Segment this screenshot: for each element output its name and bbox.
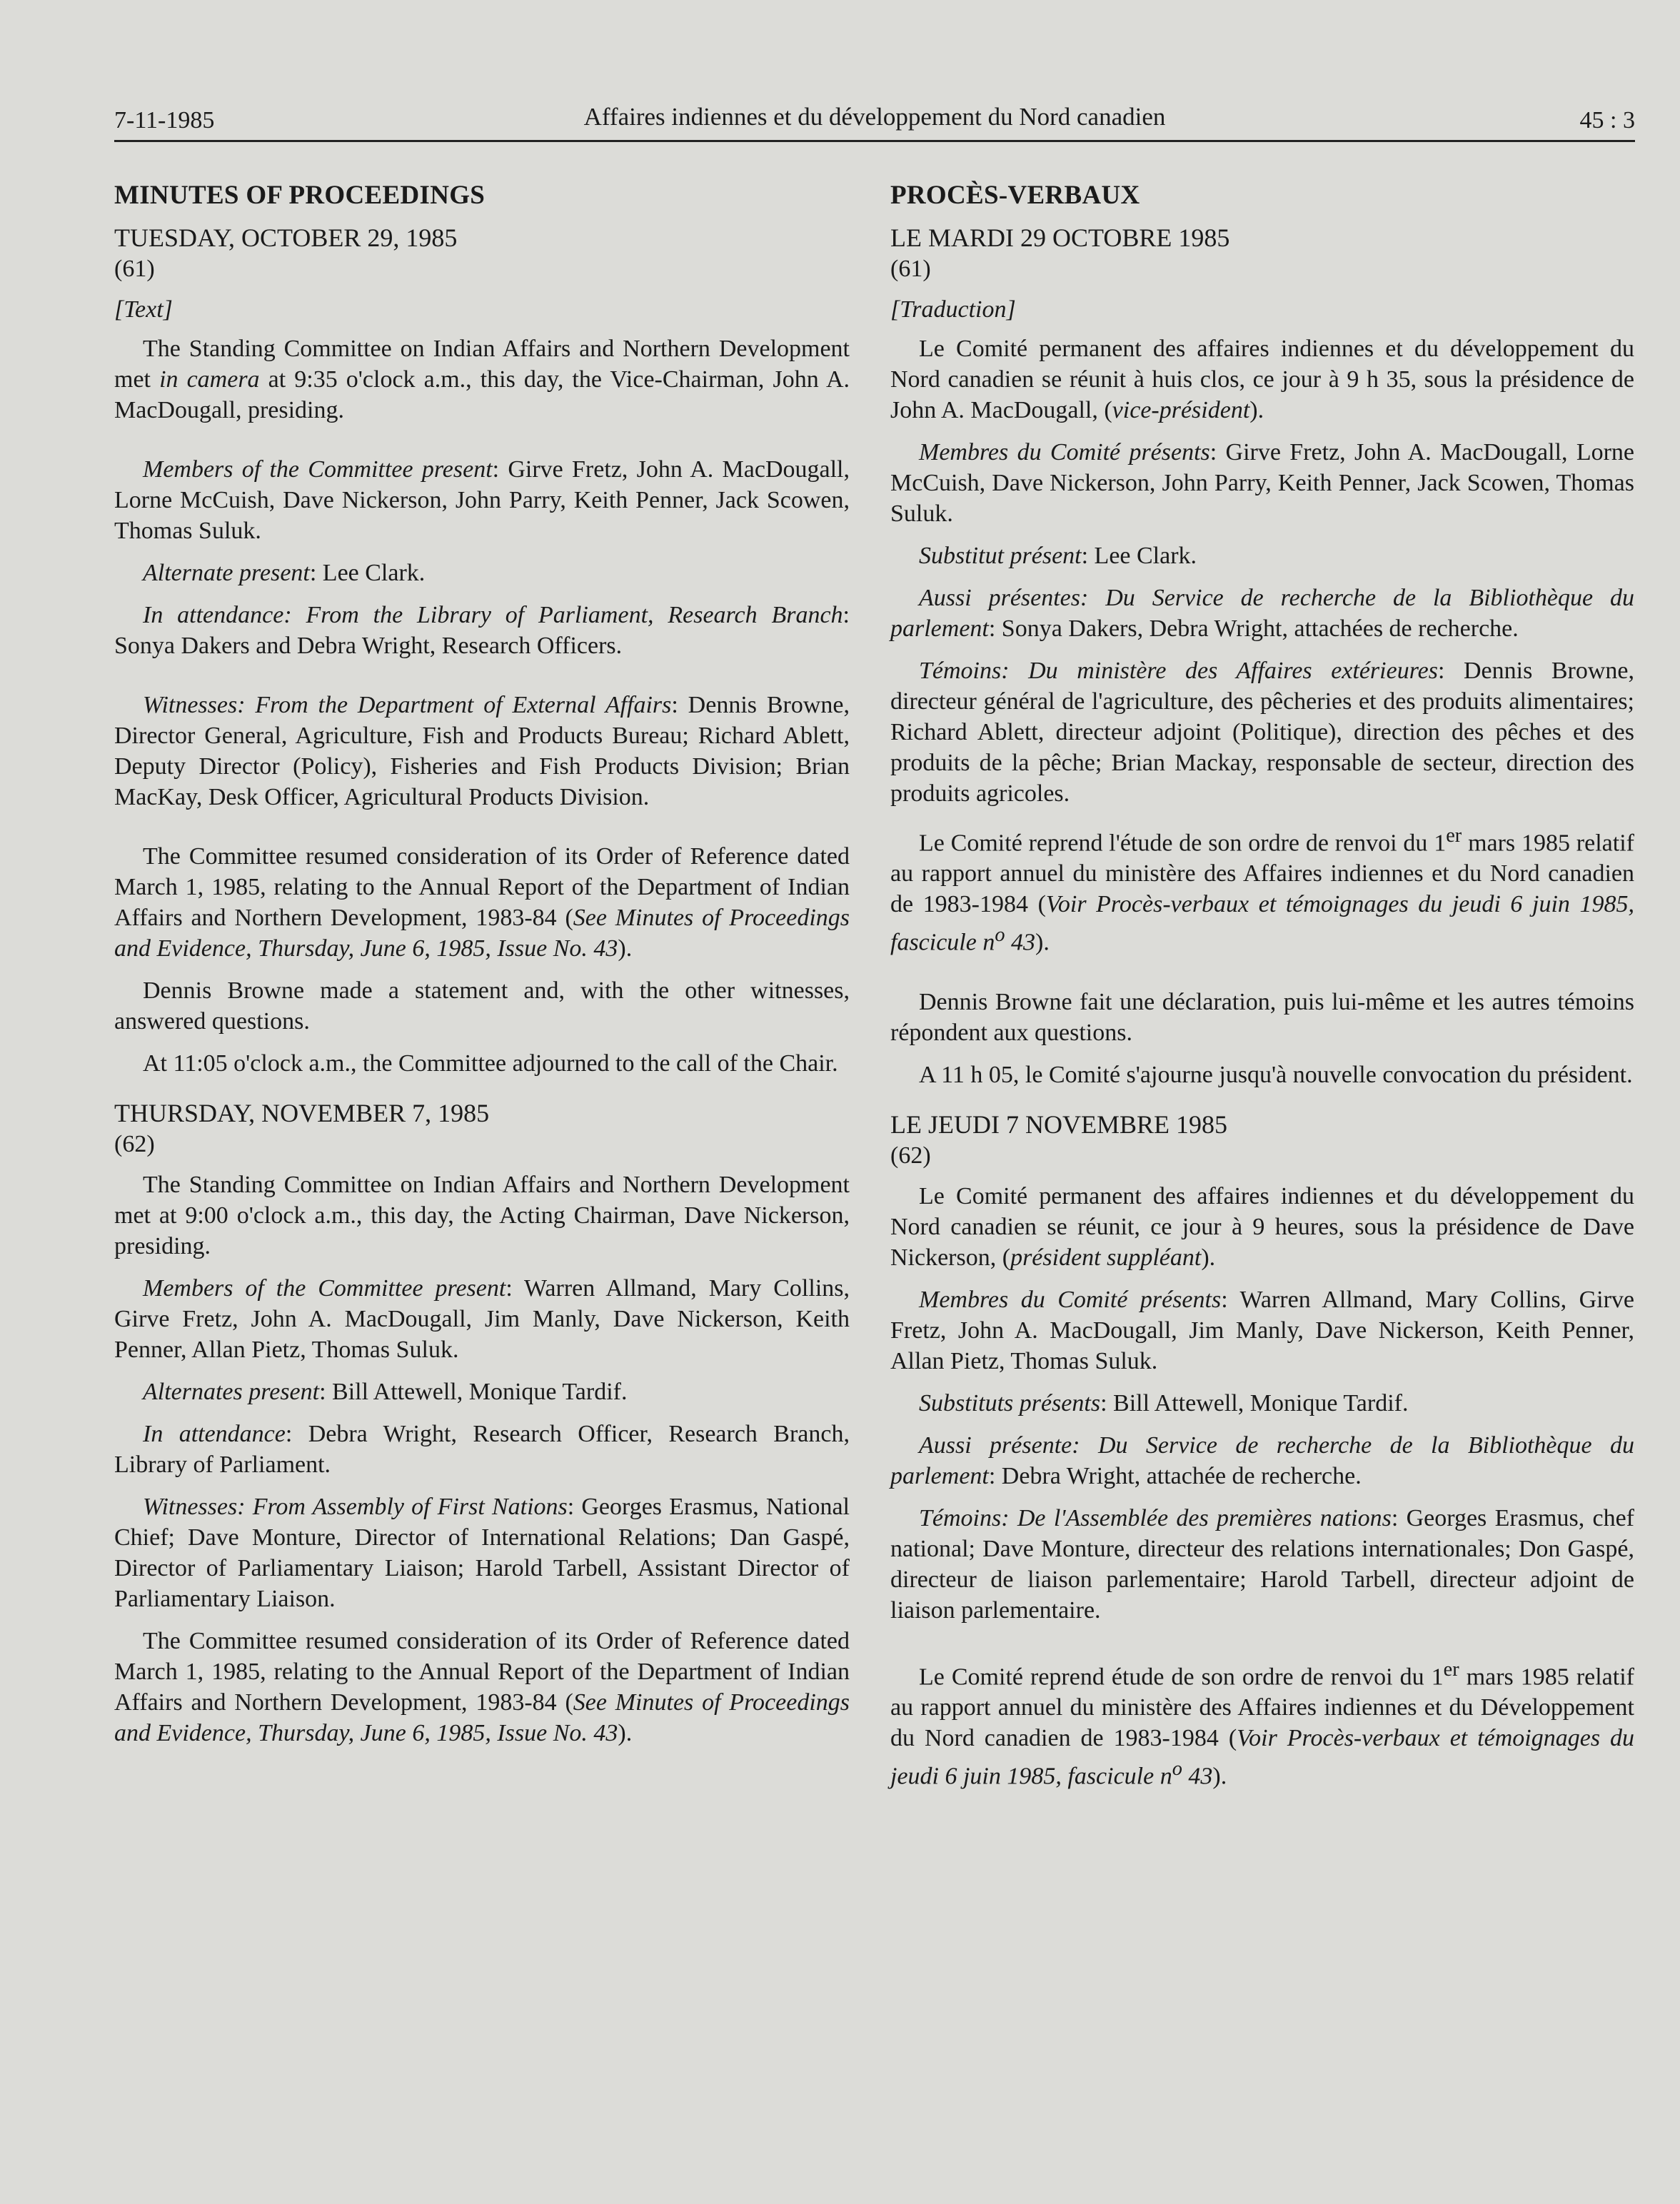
witnesses: Témoins: Du ministère des Affaires extérieures: Dennis Browne, directeur général de l'agriculture, des pêcheries et des produits alimentaires; Richard Ablett, directeur adjoint (Politique), direction des pêches et des produits de la pêche; Brian Mackay, responsable de secteur, direction des produits agricoles.	[890, 658, 1634, 807]
meeting-date: LE JEUDI 7 NOVEMBRE 1985	[890, 1109, 1227, 1139]
members-present: Members of the Committee present: Warren Allmand, Mary Collins, Girve Fretz, John A. MacDougall, Jim Manly, Dave Nickerson, Keith Penner, Allan Pietz, Thomas Suluk.	[114, 1275, 850, 1363]
french-column	[890, 170, 1634, 1803]
section-heading: MINUTES OF PROCEEDINGS	[114, 181, 486, 210]
meeting-date: THURSDAY, NOVEMBER 7, 1985	[114, 1099, 490, 1127]
meeting-number: (61)	[114, 256, 155, 282]
order-of-reference: The Committee resumed consideration of its Order of Reference dated March 1, 1985, relating to the Annual Report of the Department of Indian Affairs and Northern Development, 1983-84 (See Minutes of Proceedings and Evidence, Thursday, June 6, 1985, Issue No. 43).	[114, 843, 850, 962]
in-attendance: In attendance: Debra Wright, Research Officer, Research Branch, Library of Parliament.	[114, 1421, 850, 1478]
members-present: Membres du Comité présents: Warren Allmand, Mary Collins, Girve Fretz, John A. MacDougall, Jim Manly, Dave Nickerson, Keith Penner, Allan Pietz, Thomas Suluk.	[890, 1286, 1634, 1374]
meeting-date: TUESDAY, OCTOBER 29, 1985	[114, 223, 458, 252]
alternates-present: Alternates present: Bill Attewell, Monique Tardif.	[143, 1379, 628, 1405]
opening-paragraph: Le Comité permanent des affaires indiennes et du développement du Nord canadien se réunit à huis clos, ce jour à 9 h 35, sous la présidence de John A. MacDougall, (vice-président).	[890, 336, 1634, 423]
page-header	[114, 100, 1635, 142]
witnesses: Witnesses: From Assembly of First Nations: Georges Erasmus, National Chief; Dave Monture, Director of International Relations; Dan Gaspé, Director of Parliamentary Liaison; Harold Tarbell, Assistant Director of Parliamentary Liaison.	[114, 1494, 850, 1612]
adjournment-paragraph: A 11 h 05, le Comité s'ajourne jusqu'à nouvelle convocation du président.	[919, 1061, 1633, 1088]
meeting-number: (62)	[890, 1142, 931, 1169]
in-attendance: Aussi présentes: Du Service de recherche de la Bibliothèque du parlement: Sonya Dakers, Debra Wright, attachées de recherche.	[890, 585, 1634, 642]
members-present: Members of the Committee present: Girve Fretz, John A. MacDougall, Lorne McCuish, Dave Nickerson, John Parry, Keith Penner, Jack Scowen, Thomas Suluk.	[114, 456, 850, 544]
page-number: 45 : 3	[1579, 107, 1635, 134]
in-attendance: Aussi présente: Du Service de recherche de la Bibliothèque du parlement: Debra Wright, attachée de recherche.	[890, 1431, 1634, 1489]
witnesses: Witnesses: From the Department of External Affairs: Dennis Browne, Director General, Agriculture, Fish and Products Bureau; Richard Ablett, Deputy Director (Policy), Fisheries and Fish Products Division; Brian MacKay, Desk Officer, Agricultural Products Division.	[114, 692, 850, 810]
in-attendance: In attendance: From the Library of Parliament, Research Branch: Sonya Dakers and Debra Wright, Research Officers.	[114, 602, 850, 659]
opening-paragraph: Le Comité permanent des affaires indiennes et du développement du Nord canadien se réunit, ce jour à 9 heures, sous la présidence de Dave Nickerson, (président suppléant).	[890, 1182, 1634, 1271]
adjournment-paragraph: At 11:05 o'clock a.m., the Committee adjourned to the call of the Chair.	[143, 1050, 838, 1077]
statement-paragraph: Dennis Browne made a statement and, with the other witnesses, answered questions.	[114, 977, 850, 1035]
members-present: Membres du Comité présents: Girve Fretz, John A. MacDougall, Lorne McCuish, Dave Nickerson, John Parry, Keith Penner, Jack Scowen, Thomas Suluk.	[890, 439, 1634, 527]
section-heading: PROCÈS-VERBAUX	[890, 181, 1140, 210]
header-title: Affaires indiennes et du développement du Nord canadien	[583, 103, 1166, 131]
english-column	[114, 170, 850, 1760]
opening-paragraph: The Standing Committee on Indian Affairs and Northern Development met in camera at 9:35 o'clock a.m., this day, the Vice-Chairman, John A. MacDougall, presiding.	[114, 336, 850, 423]
opening-paragraph: The Standing Committee on Indian Affairs and Northern Development met at 9:00 o'clock a.m., this day, the Acting Chairman, Dave Nickerson, presiding.	[114, 1172, 850, 1259]
order-of-reference: The Committee resumed consideration of its Order of Reference dated March 1, 1985, relating to the Annual Report of the Department of Indian Affairs and Northern Development, 1983-84 (See Minutes of Proceedings and Evidence, Thursday, June 6, 1985, Issue No. 43).	[114, 1628, 850, 1746]
translation-tag: [Traduction]	[890, 296, 1016, 323]
alternate-present: Alternate present: Lee Clark.	[143, 560, 426, 586]
header-date: 7-11-1985	[114, 107, 215, 134]
alternate-present: Substitut présent: Lee Clark.	[919, 543, 1197, 569]
meeting-number: (61)	[890, 256, 931, 282]
meeting-number: (62)	[114, 1131, 155, 1157]
text-tag: [Text]	[114, 296, 173, 323]
witnesses: Témoins: De l'Assemblée des premières nations: Georges Erasmus, chef national; Dave Monture, directeur des relations internationales; Don Gaspé, directeur de liaison parlementaire; Harold Tarbell, directeur adjoint de liaison parlementaire.	[890, 1504, 1635, 1624]
order-of-reference: Le Comité reprend étude de son ordre de renvoi du 1er mars 1985 relatif au rapport annuel du ministère des Affaires indiennes et du Développement du Nord canadien de 1983-1984 (Voir Procès-verbaux et témoignages du jeudi 6 juin 1985, fascicule $n^o$ 43).	[890, 1658, 1634, 1790]
alternates-present: Substituts présents: Bill Attewell, Monique Tardif.	[919, 1389, 1409, 1417]
order-of-reference: Le Comité reprend l'étude de son ordre de renvoi du 1er mars 1985 relatif au rapport annuel du ministère des Affaires indiennes et du Nord canadien de 1983-1984 (Voir Procès-verbaux et témoignages du jeudi 6 juin 1985, fascicule $n^o$ 43).	[890, 825, 1634, 956]
statement-paragraph: Dennis Browne fait une déclaration, puis lui-même et les autres témoins répondent aux questions.	[890, 988, 1634, 1046]
meeting-date: LE MARDI 29 OCTOBRE 1985	[890, 223, 1230, 252]
